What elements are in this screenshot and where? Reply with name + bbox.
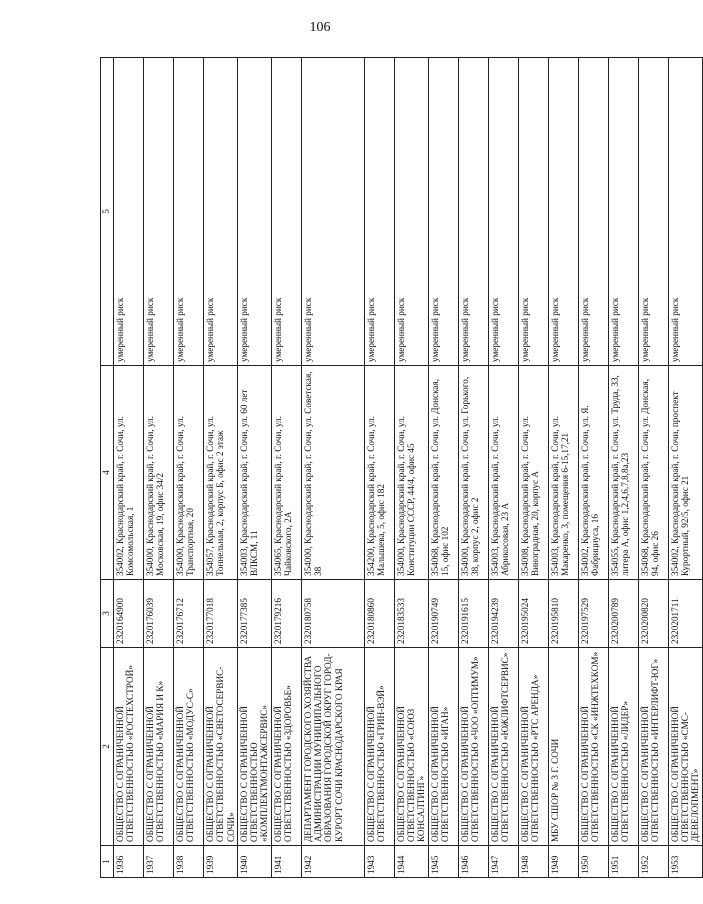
- org-name: ОБЩЕСТВО С ОГРАНИЧЕННОЙ ОТВЕТСТВЕННОСТЬЮ «ЧОО «ОПТИМУМ»: [458, 648, 488, 846]
- row-number: 1944: [394, 846, 428, 878]
- registry-table: [100, 57, 703, 878]
- address: 354200, Краснодарский край, г. Сочи, ул. Малышева, 5, офис 182: [364, 366, 394, 580]
- address: 354068, Краснодарский край, г. Сочи, ул. Донская, 94, офис 26: [638, 366, 668, 580]
- table-row: [364, 58, 394, 878]
- inn: 2320179216: [271, 580, 301, 648]
- inn: 2320176712: [174, 580, 204, 648]
- header-col-5: 5: [101, 58, 114, 366]
- risk-category: умеренный риск: [394, 58, 428, 366]
- address: 354057, Краснодарский край, г. Сочи, ул. Тоннельная, 2, корпус Б, офис 2 этаж: [204, 366, 238, 580]
- org-name: ОБЩЕСТВО С ОГРАНИЧЕННОЙ ОТВЕТСТВЕННОСТЬЮ «ЗДОРОВЬЕ»: [271, 648, 301, 846]
- risk-category: умеренный риск: [428, 58, 458, 366]
- org-name: ОБЩЕСТВО С ОГРАНИЧЕННОЙ ОТВЕТСТВЕННОСТЬЮ «МАРИЯ И К»: [144, 648, 174, 846]
- row-number: 1949: [548, 846, 578, 878]
- org-name: ОБЩЕСТВО С ОГРАНИЧЕННОЙ ОТВЕТСТВЕННОСТЬЮ «СМС-ДЕВЕЛОПМЕНТ»: [668, 648, 702, 846]
- org-name: МБУ СШОР № 3 Г. СОЧИ: [548, 648, 578, 846]
- address: 354068, Краснодарский край, г. Сочи, ул. Донская, 15, офис 102: [428, 366, 458, 580]
- table-row: [204, 58, 238, 878]
- risk-category: умеренный риск: [114, 58, 144, 366]
- risk-category: умеренный риск: [301, 58, 364, 366]
- inn: 2320195810: [548, 580, 578, 648]
- row-number: 1943: [364, 846, 394, 878]
- table-row: [428, 58, 458, 878]
- header-row: [101, 58, 114, 878]
- inn: 2320177018: [204, 580, 238, 648]
- org-name: ОБЩЕСТВО С ОГРАНИЧЕННОЙ ОТВЕТСТВЕННОСТЬЮ «СВЕТОСЕРВИС-СОЧИ»: [204, 648, 238, 846]
- address: 354000, Краснодарский край, г. Сочи, ул. Советская, 38: [301, 366, 364, 580]
- org-name: ОБЩЕСТВО С ОГРАНИЧЕННОЙ ОТВЕТСТВЕННОСТЬЮ «МОДУС-С»: [174, 648, 204, 846]
- page-number: 106: [309, 20, 331, 35]
- row-number: 1950: [578, 846, 608, 878]
- table-row: [237, 58, 271, 878]
- table-row: [144, 58, 174, 878]
- address: 354000, Краснодарский край, г. Сочи, ул. Конституции СССР, 44/4, офис 45: [394, 366, 428, 580]
- table-row: [394, 58, 428, 878]
- row-number: 1936: [114, 846, 144, 878]
- org-name: ОБЩЕСТВО С ОГРАНИЧЕННОЙ ОТВЕТСТВЕННОСТЬЮ «СК «ИНЖТЕХКОМ»: [578, 648, 608, 846]
- risk-category: умеренный риск: [144, 58, 174, 366]
- risk-category: умеренный риск: [548, 58, 578, 366]
- row-number: 1951: [608, 846, 638, 878]
- risk-category: умеренный риск: [364, 58, 394, 366]
- risk-category: умеренный риск: [458, 58, 488, 366]
- org-name: ОБЩЕСТВО С ОГРАНИЧЕННОЙ ОТВЕТСТВЕННОСТЬЮ «РТС АРЕНДА»: [518, 648, 548, 846]
- risk-category: умеренный риск: [518, 58, 548, 366]
- org-name: ОБЩЕСТВО С ОГРАНИЧЕННОЙ ОТВЕТСТВЕННОСТЬЮ «ЛИДЕР»: [608, 648, 638, 846]
- org-name: ОБЩЕСТВО С ОГРАНИЧЕННОЙ ОТВЕТСТВЕННОСТЬЮ «ГРИН-ВЭЙ»: [364, 648, 394, 846]
- inn: 2320183533: [394, 580, 428, 648]
- table-row: [668, 58, 702, 878]
- table-row: [578, 58, 608, 878]
- risk-category: умеренный риск: [237, 58, 271, 366]
- table-row: [301, 58, 364, 878]
- org-name: ОБЩЕСТВО С ОГРАНИЧЕННОЙ ОТВЕТСТВЕННОСТЬЮ «КОМПЛЕКТМОНТАЖСЕРВИС»: [237, 648, 271, 846]
- row-number: 1946: [458, 846, 488, 878]
- risk-category: умеренный риск: [488, 58, 518, 366]
- row-number: 1953: [668, 846, 702, 878]
- org-name: ОБЩЕСТВО С ОГРАНИЧЕННОЙ ОТВЕТСТВЕННОСТЬЮ «ИГАН»: [428, 648, 458, 846]
- risk-category: умеренный риск: [608, 58, 638, 366]
- header-col-4: 4: [101, 366, 114, 580]
- address: 354002, Краснодарский край, г. Сочи, ул. Комсомольская, 1: [114, 366, 144, 580]
- row-number: 1941: [271, 846, 301, 878]
- inn: 2320194239: [488, 580, 518, 648]
- address: 354000, Краснодарский край, г. Сочи, ул. Московская, 19, офис 34/2: [144, 366, 174, 580]
- address: 354003, Краснодарский край, г. Сочи, ул. 60 лет ВЛКСМ, 11: [237, 366, 271, 580]
- address: 354008, Краснодарский край, г. Сочи, ул. Виноградная, 20, корпус А: [518, 366, 548, 580]
- table-row: [174, 58, 204, 878]
- address: 354065, Краснодарский край, г. Сочи, ул. Чайковского, 2А: [271, 366, 301, 580]
- table-row: [518, 58, 548, 878]
- inn: 2320201711: [668, 580, 702, 648]
- inn: 2320190749: [428, 580, 458, 648]
- address: 354000, Краснодарский край, г. Сочи, ул. Транспортная, 20: [174, 366, 204, 580]
- org-name: ОБЩЕСТВО С ОГРАНИЧЕННОЙ ОТВЕТСТВЕННОСТЬЮ «ЮЖЛИФТСЕРВИС»: [488, 648, 518, 846]
- risk-category: умеренный риск: [204, 58, 238, 366]
- risk-category: умеренный риск: [174, 58, 204, 366]
- row-number: 1939: [204, 846, 238, 878]
- risk-category: умеренный риск: [638, 58, 668, 366]
- row-number: 1945: [428, 846, 458, 878]
- table-row: [488, 58, 518, 878]
- inn: 2320200820: [638, 580, 668, 648]
- inn: 2320176039: [144, 580, 174, 648]
- table-row: [638, 58, 668, 878]
- inn: 2320180758: [301, 580, 364, 648]
- row-number: 1938: [174, 846, 204, 878]
- address: 354055, Краснодарский край, г. Сочи, ул. Труда, 33, литера А, офис 1,2,4,6,7,8,8а,23: [608, 366, 638, 580]
- row-number: 1947: [488, 846, 518, 878]
- inn: 2320195024: [518, 580, 548, 648]
- inn: 2320197529: [578, 580, 608, 648]
- header-col-2: 2: [101, 648, 114, 846]
- address: 354002, Краснодарский край, г. Сочи, проспект Курортный, 92/5, офис 21: [668, 366, 702, 580]
- org-name: ДЕПАРТАМЕНТ ГОРОДСКОГО ХОЗЯЙСТВА АДМИНИСТРАЦИИ МУНИЦИПАЛЬНОГО ОБРАЗОВАНИЯ ГОРОДСКОЙ ОКРУГ ГОРОД-КУРОРТ СОЧИ КРАСНОДАРСКОГО КРАЯ: [301, 648, 364, 846]
- rotated-table-container: [100, 58, 701, 878]
- table-row: [114, 58, 144, 878]
- inn: 2320177385: [237, 580, 271, 648]
- address: 354002, Краснодарский край, г. Сочи, ул. Я. Фабрициуса, 16: [578, 366, 608, 580]
- risk-category: умеренный риск: [578, 58, 608, 366]
- row-number: 1942: [301, 846, 364, 878]
- org-name: ОБЩЕСТВО С ОГРАНИЧЕННОЙ ОТВЕТСТВЕННОСТЬЮ «СОЮЗ КОНСАЛТИНГ»: [394, 648, 428, 846]
- risk-category: умеренный риск: [668, 58, 702, 366]
- org-name: ОБЩЕСТВО С ОГРАНИЧЕННОЙ ОТВЕТСТВЕННОСТЬЮ «РОСТЕХСТРОЙ»: [114, 648, 144, 846]
- table-row: [608, 58, 638, 878]
- inn: 2320164900: [114, 580, 144, 648]
- row-number: 1952: [638, 846, 668, 878]
- org-name: ОБЩЕСТВО С ОГРАНИЧЕННОЙ ОТВЕТСТВЕННОСТЬЮ «ИНТЕРЛИФТ-ЮГ»: [638, 648, 668, 846]
- address: 354000, Краснодарский край, г. Сочи, ул. Горького, 38, корпус 2, офис 2: [458, 366, 488, 580]
- risk-category: умеренный риск: [271, 58, 301, 366]
- address: 354003, Краснодарский край, г. Сочи, ул. Абрикосовая, 23 А: [488, 366, 518, 580]
- row-number: 1940: [237, 846, 271, 878]
- table-row: [458, 58, 488, 878]
- inn: 2320191615: [458, 580, 488, 648]
- inn: 2320180860: [364, 580, 394, 648]
- header-col-3: 3: [101, 580, 114, 648]
- address: 354003, Краснодарский край, г. Сочи, ул. Макаренко, 3, помещения 6-15,17,21: [548, 366, 578, 580]
- row-number: 1948: [518, 846, 548, 878]
- inn: 2320200789: [608, 580, 638, 648]
- table-row: [271, 58, 301, 878]
- row-number: 1937: [144, 846, 174, 878]
- table-row: [548, 58, 578, 878]
- header-col-1: 1: [101, 846, 114, 878]
